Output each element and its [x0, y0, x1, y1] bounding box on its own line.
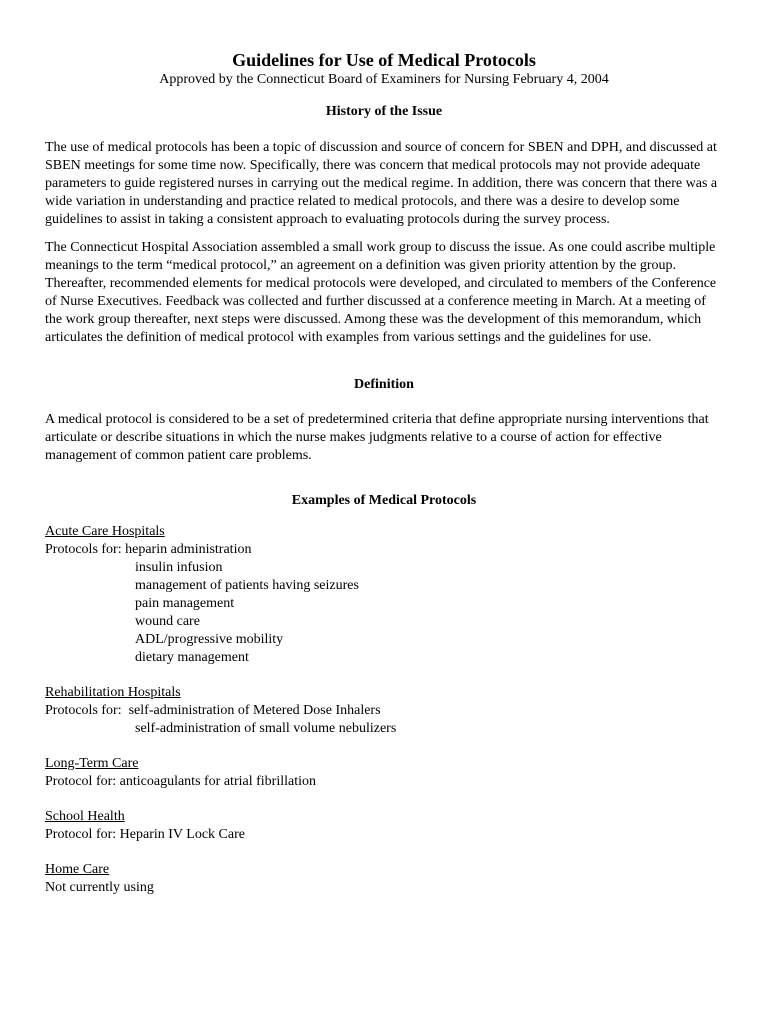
rehabilitation-section — [45, 684, 723, 738]
rehabilitation-category: Rehabilitation Hospitals — [45, 685, 181, 700]
protocol-line: Protocol for: Heparin IV Lock Care — [45, 827, 245, 842]
home-care-section — [45, 861, 723, 897]
protocols-label: Protocols for: — [45, 542, 126, 557]
history-heading: History of the Issue — [325, 104, 443, 119]
protocol-item: pain management — [135, 596, 235, 611]
acute-care-section — [45, 523, 723, 667]
protocol-item: heparin administration — [125, 542, 252, 557]
document-subtitle: Approved by the Connecticut Board of Examiners for Nursing February 4, 2004 — [159, 72, 609, 87]
school-health-category: School Health — [45, 809, 125, 824]
protocol-line: Not currently using — [45, 880, 154, 895]
protocol-item: ADL/progressive mobility — [135, 632, 284, 647]
protocol-item: self-administration of small volume nebulizers — [135, 721, 397, 736]
list-item — [45, 541, 723, 559]
definition-paragraph: A medical protocol is considered to be a set of predetermined criteria that define appropriate nursing interventions that articulate or describe situations in which the nurse makes judgments relative to a course of action for effective management of common patient care problems. — [45, 412, 709, 463]
list-item — [45, 702, 723, 720]
history-paragraph-2: The Connecticut Hospital Association assembled a small work group to discuss the issue. As one could ascribe multiple meanings to the term “medical protocol,” an agreement on a definition was given priority attention by the group. Thereafter, recommended elements for medical protocols were developed, and circulated to members of the Conference of Nurse Executives. Feedback was collected and further discussed at a conference meeting in March. At a meeting of the work group thereafter, next steps were discussed. Among these was the development of this memorandum, which articulates the definition of medical protocol with examples from various settings and the guidelines for use. — [45, 240, 717, 345]
history-paragraph-1: The use of medical protocols has been a topic of discussion and source of concern for SBEN and DPH, and discussed at SBEN meetings for some time now. Specifically, there was concern that medical protocols may not provide adequate parameters to guide registered nurses in carrying out the medical regime. In addition, there was concern that there was a wide variation in understanding and practice related to medical protocols, and there was a desire to develop some guidelines to assist in taking a consistent approach to evaluating protocols during the survey process. — [45, 140, 718, 227]
protocol-item: insulin infusion — [135, 560, 223, 575]
definition-heading: Definition — [354, 377, 414, 392]
document-page — [45, 0, 723, 897]
protocol-item: dietary management — [135, 650, 249, 665]
long-term-care-section — [45, 755, 723, 791]
acute-care-category: Acute Care Hospitals — [45, 524, 165, 539]
examples-heading: Examples of Medical Protocols — [291, 493, 477, 508]
home-care-category: Home Care — [45, 862, 110, 877]
protocol-item: wound care — [135, 614, 200, 629]
document-title: Guidelines for Use of Medical Protocols — [232, 50, 536, 70]
school-health-section — [45, 808, 723, 844]
protocol-item: self-administration of Metered Dose Inhalers — [128, 703, 381, 718]
protocol-line: Protocol for: anticoagulants for atrial fibrillation — [45, 774, 316, 789]
protocols-label: Protocols for: — [45, 703, 129, 718]
long-term-care-category: Long-Term Care — [45, 756, 139, 771]
protocol-item: management of patients having seizures — [135, 578, 359, 593]
